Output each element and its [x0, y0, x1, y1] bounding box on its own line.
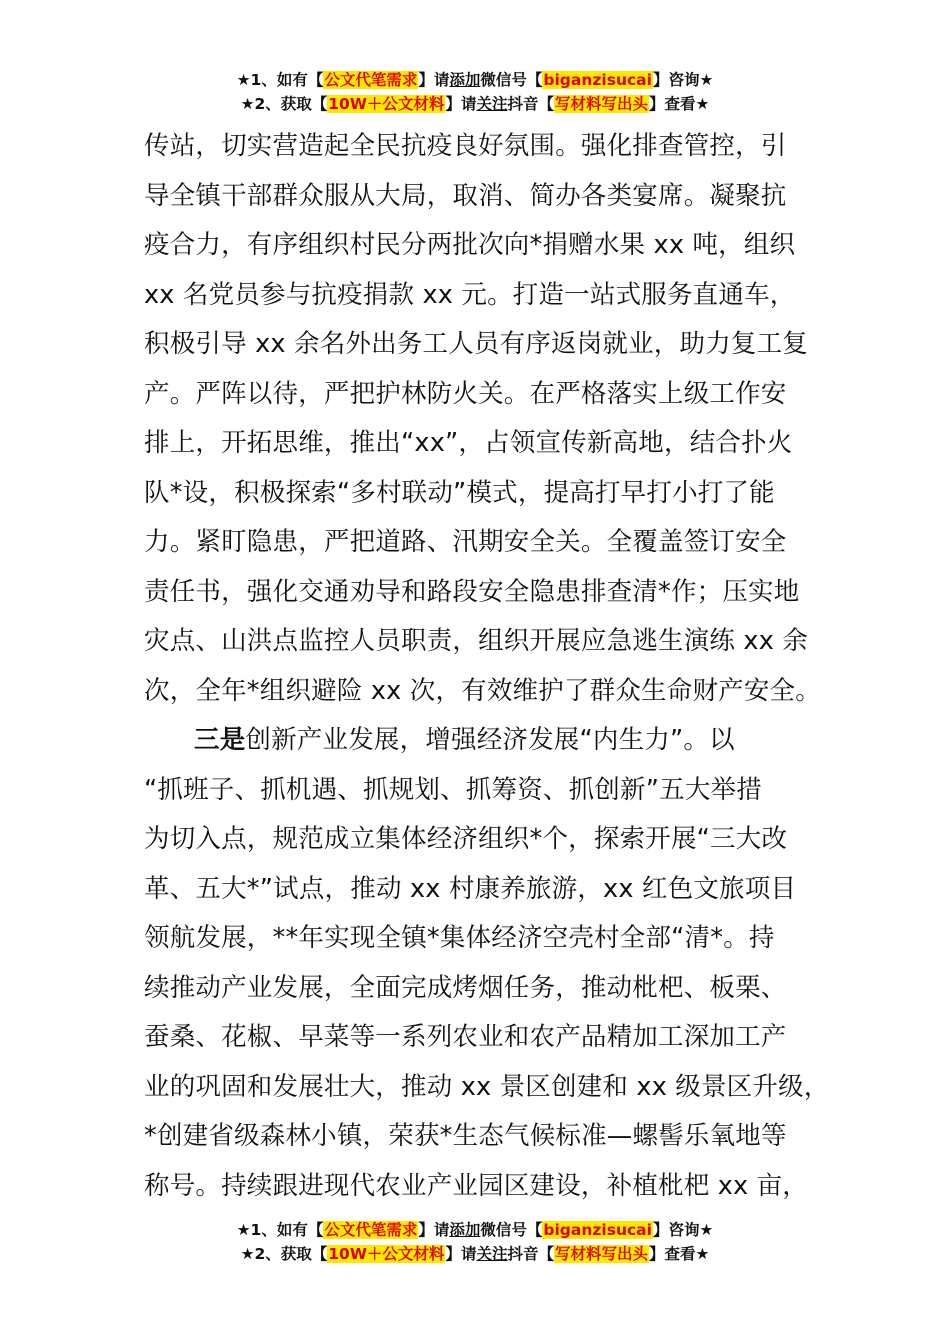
header-line-1-mid1: 】请 — [418, 71, 450, 89]
footer-line-2-mid2: 抖音【 — [507, 1245, 554, 1263]
paragraph-3-first-line — [144, 716, 804, 766]
body-line: *创建省级森林小镇，荣获*生态气候标准—螺髻乐氧地等 — [144, 1121, 787, 1151]
body-line: 称号。持续跟进现代农业产业园区建设，补植枇杷 xx 亩， — [144, 1170, 808, 1201]
body-line: 领航发展，**年实现全镇*集体经济空壳村全部“清*。持 — [144, 923, 775, 953]
header-line-2-suffix: 】查看★ — [649, 95, 710, 113]
header-line-1-suffix: 】咨询★ — [652, 71, 714, 89]
body-line: 续推动产业发展，全面完成烤烟任务，推动枇杷、板栗、 — [144, 972, 787, 1003]
header-banner — [0, 68, 950, 116]
header-highlight-douyin: 写材料写出头 — [554, 95, 648, 113]
body-line: 蚕桑、花椒、早菜等一系列农业和农产品精加工深加工产 — [144, 1022, 787, 1052]
header-line-2-mid2: 抖音【 — [507, 95, 554, 113]
footer-line-2 — [0, 1242, 950, 1266]
header-highlight-service: 公文代笔需求 — [324, 71, 418, 89]
footer-line-2-suffix: 】查看★ — [649, 1245, 710, 1263]
body-line: 为切入点，规范成立集体经济组织*个，探索开展“三大改 — [144, 824, 788, 854]
body-line: xx 名党员参与抗疫捐款 xx 元。打造一站式服务直通车， — [144, 279, 796, 310]
footer-highlight-service: 公文代笔需求 — [324, 1221, 418, 1239]
body-line: 队*设，积极探索“多村联动”模式，提高打早打小打了能 — [144, 477, 775, 508]
footer-banner — [0, 1218, 950, 1266]
footer-line-2-mid1: 】请 — [445, 1245, 477, 1263]
header-line-1-mid2: 微信号【 — [480, 71, 543, 89]
header-line-2-underlined: 关注 — [476, 95, 508, 113]
body-line: 力。紧盯隐患，严把道路、汛期安全关。全覆盖签订安全 — [144, 527, 787, 557]
header-line-2-prefix: ★2、获取【 — [240, 95, 328, 113]
body-line: 业的巩固和发展壮大，推动 xx 景区创建和 xx 级景区升级， — [144, 1071, 830, 1102]
header-line-1-prefix: ★1、如有【 — [236, 71, 324, 89]
body-line: 次，全年*组织避险 xx 次，有效维护了群众生命财产安全。 — [144, 675, 821, 706]
header-highlight-materials: 10W＋公文材料 — [328, 95, 445, 113]
body-line: 排上，开拓思维，推出“xx”，占领宣传新高地，结合扑火 — [144, 428, 793, 458]
body-line: 革、五大*”试点，推动 xx 村康养旅游，xx 红色文旅项目 — [144, 873, 797, 904]
body-line: 传站，切实营造起全民抗疫良好氛围。强化排查管控，引 — [144, 131, 787, 161]
footer-line-1-prefix: ★1、如有【 — [236, 1221, 324, 1239]
body-line: 灾点、山洪点监控人员职责，组织开展应急逃生演练 xx 余 — [144, 626, 808, 656]
footer-line-1-suffix: 】咨询★ — [652, 1221, 714, 1239]
body-line: “抓班子、抓机遇、抓规划、抓筹资、抓创新”五大举措 — [144, 774, 762, 805]
body-line: 产。严阵以待，严把护林防火关。在严格落实上级工作安 — [144, 378, 787, 409]
footer-highlight-wechat-id: biganzisucai — [543, 1221, 652, 1239]
header-line-1 — [0, 68, 950, 92]
body-line: 积极引导 xx 余名外出务工人员有序返岗就业，助力复工复 — [144, 329, 808, 359]
body-line: 导全镇干部群众服从大局，取消、简办各类宴席。凝聚抗 — [144, 180, 787, 211]
header-line-1-underlined: 添加 — [449, 71, 481, 89]
footer-line-2-underlined: 关注 — [476, 1245, 508, 1263]
footer-highlight-materials: 10W＋公文材料 — [328, 1245, 445, 1263]
footer-line-2-prefix: ★2、获取【 — [240, 1245, 328, 1263]
header-highlight-wechat-id: biganzisucai — [543, 71, 652, 89]
document-body — [144, 122, 830, 1211]
header-line-2-mid1: 】请 — [445, 95, 477, 113]
footer-line-1-underlined: 添加 — [449, 1221, 481, 1239]
paragraph-3-lead: 三是 — [194, 725, 246, 755]
footer-line-1-mid2: 微信号【 — [480, 1221, 543, 1239]
body-line: 责任书，强化交通劝导和路段安全隐患排查清*作；压实地 — [144, 576, 800, 607]
header-line-2 — [0, 92, 950, 116]
paragraph-3-first-rest: 创新产业发展，增强经济发展“内生力”。以 — [245, 725, 735, 755]
footer-line-1-mid1: 】请 — [418, 1221, 450, 1239]
body-line: 疫合力，有序组织村民分两批次向*捐赠水果 xx 吨，组织 — [144, 230, 796, 260]
footer-highlight-douyin: 写材料写出头 — [554, 1245, 648, 1263]
footer-line-1 — [0, 1218, 950, 1242]
